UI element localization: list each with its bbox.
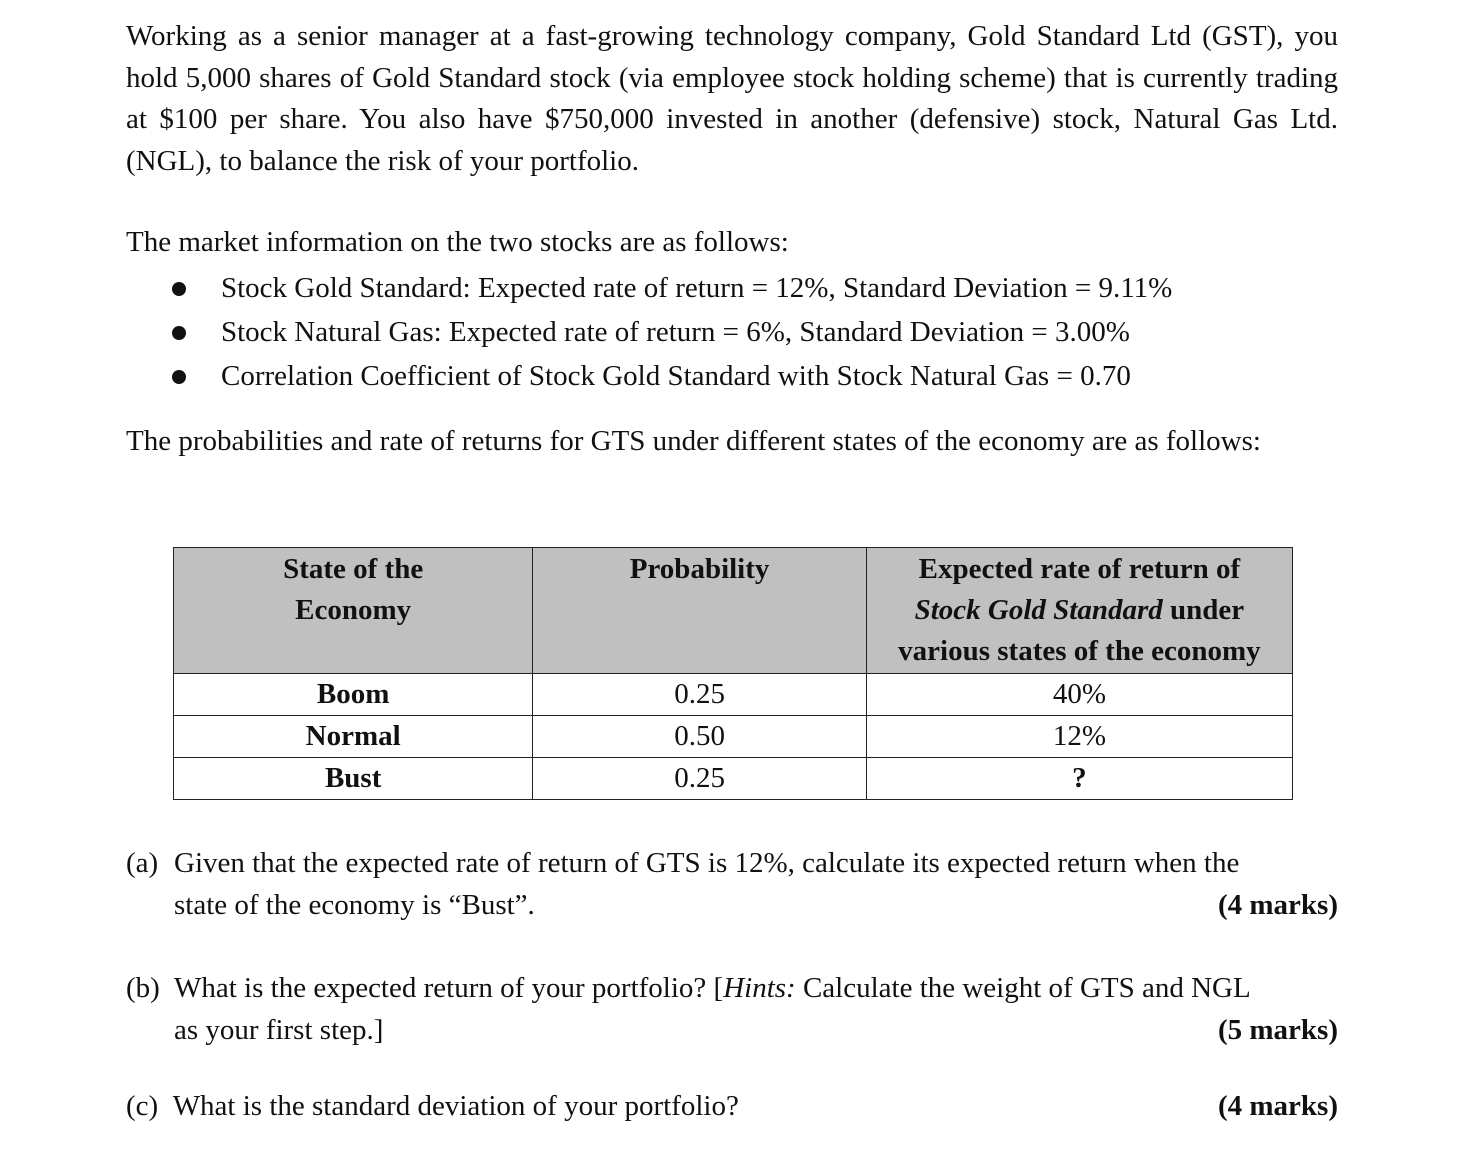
header-state-line2: Economy	[295, 594, 412, 626]
header-return-after: under	[1162, 594, 1245, 626]
question-text: Calculate the weight of GTS and NGL	[795, 972, 1251, 1004]
market-info-heading: The market information on the two stocks are as follows:	[126, 226, 789, 258]
marks-badge: (5 marks)	[1217, 1014, 1338, 1046]
list-item	[126, 266, 1172, 310]
header-state-of-economy	[174, 548, 533, 674]
bullet-text: Stock Gold Standard: Expected rate of return = 12%, Standard Deviation = 9.11%	[221, 272, 1173, 304]
cell-state: Normal	[174, 716, 533, 758]
question-label: (b)	[126, 972, 160, 1004]
question-body: What is the standard deviation of your portfolio?	[172, 1090, 739, 1122]
question-b	[126, 967, 1338, 1051]
bullet-text: Correlation Coefficient of Stock Gold Standard with Stock Natural Gas = 0.70	[221, 360, 1131, 392]
question-c	[126, 1085, 1338, 1127]
header-expected-return	[866, 548, 1292, 674]
list-item	[126, 310, 1172, 354]
marks-badge: (4 marks)	[1217, 1090, 1338, 1122]
question-a	[126, 842, 1338, 926]
economy-states-table	[173, 547, 1293, 800]
header-probability: Probability	[533, 548, 866, 674]
cell-probability: 0.50	[533, 716, 866, 758]
question-text-line1: Given that the expected rate of return of GTS is 12%, calculate its expected return when the	[174, 847, 1240, 879]
question-label: (a)	[126, 847, 159, 879]
hint-label: Hints:	[723, 972, 796, 1004]
cell-probability: 0.25	[533, 674, 866, 716]
header-return-italic: Stock Gold Standard	[914, 594, 1163, 626]
bullet-icon	[172, 282, 186, 296]
bullet-icon	[172, 326, 186, 340]
cell-probability: 0.25	[533, 758, 866, 800]
marks-badge: (4 marks)	[1217, 889, 1338, 921]
cell-state: Bust	[174, 758, 533, 800]
cell-state: Boom	[174, 674, 533, 716]
header-return-line1: Expected rate of return of	[918, 553, 1241, 585]
question-text: state of the economy is “Bust”.	[174, 889, 535, 921]
question-text-line1	[174, 967, 1338, 1009]
question-label: (c)	[126, 1090, 159, 1122]
table-row	[174, 674, 1293, 716]
bullet-icon	[172, 370, 186, 384]
cell-return: 40%	[866, 674, 1292, 716]
table-header-row	[174, 548, 1293, 674]
probability-heading: The probabilities and rate of returns for GTS under different states of the economy are as follows:	[126, 425, 1261, 457]
intro-paragraph: Working as a senior manager at a fast-growing technology company, Gold Standard Ltd (GST), you hold 5,000 shares of Gold Standard stock (via employee stock holding scheme) that is currently trading at $100 per share. You also have $750,000 invested in another (defensive) stock, Natural Gas Ltd. (NGL), to balance the risk of your portfolio.	[126, 20, 1338, 177]
header-state-line1: State of the	[283, 553, 424, 585]
question-text: What is the expected return of your portfolio? [	[174, 972, 724, 1004]
question-text-line2	[174, 1009, 1338, 1051]
header-return-line3: various states of the economy	[898, 635, 1261, 667]
cell-return: 12%	[866, 716, 1292, 758]
bullet-text: Stock Natural Gas: Expected rate of return = 6%, Standard Deviation = 3.00%	[221, 316, 1130, 348]
question-text-line2	[174, 884, 1338, 926]
question-text: as your first step.]	[174, 1014, 384, 1046]
question-text	[126, 1085, 739, 1127]
table-row	[174, 716, 1293, 758]
cell-return: ?	[866, 758, 1292, 800]
table-row	[174, 758, 1293, 800]
market-info-list	[126, 266, 1172, 398]
list-item	[126, 354, 1172, 398]
